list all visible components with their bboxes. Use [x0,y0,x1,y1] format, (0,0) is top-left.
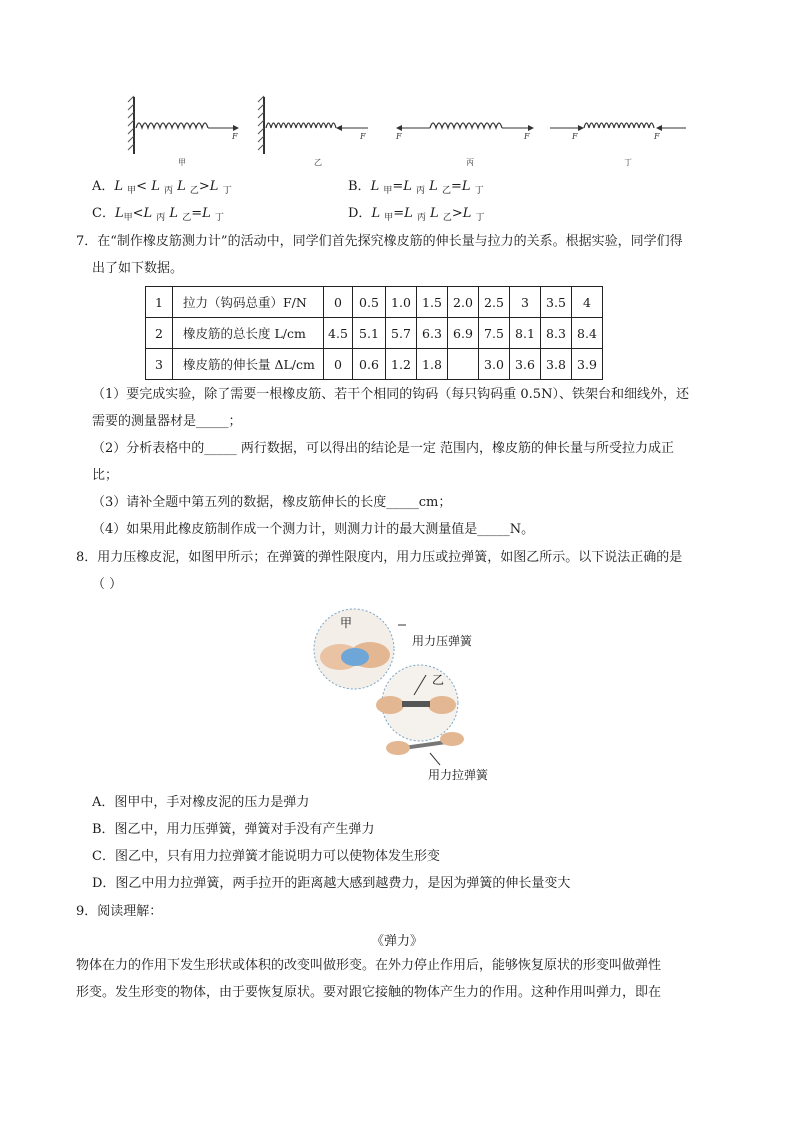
q8-option-b[interactable]: B．图乙中，用力压弹簧，弹簧对手没有产生弹力 [92,822,375,837]
q8-label-jia: 甲 [340,616,353,630]
force-label-ding-left: F [572,132,578,141]
table-cell: 2.0 [448,287,479,318]
table-cell: 1.8 [417,349,448,380]
q6-option-c[interactable]: C．$L_甲<L$ $_丙$ L $_乙$=L $_丁$ [92,206,224,223]
table-cell: 3.5 [541,287,572,318]
q8-stem-line1: 8．用力压橡皮泥，如图甲所示；在弹簧的弹性限度内，用力压或拉弹簧，如图乙所示。以下说法正确的是 [76,550,683,565]
table-cell: 0 [324,287,353,318]
row-index: 2 [146,318,173,349]
table-cell: 8.1 [510,318,541,349]
table-cell: 1.0 [386,287,417,318]
caption-jia: 甲 [178,158,186,167]
row-label: 拉力（钩码总重）F/N [173,287,324,318]
q8-label-press: 用力压弹簧 [412,634,473,648]
q6-option-b[interactable]: B．L $_甲$=L $_丙$ L $_乙$=L $_丁$ [348,179,484,196]
row-index: 3 [146,349,173,380]
q8-figure [310,605,510,785]
table-cell: 5.7 [386,318,417,349]
table-cell: 5.1 [353,318,386,349]
caption-bing: 丙 [466,158,474,167]
spring-bing [396,123,534,131]
spring-figure [120,92,700,172]
spring-jia [128,96,239,154]
table-cell: 0.5 [353,287,386,318]
table-cell: 1.2 [386,349,417,380]
table-cell: 2.5 [479,287,510,318]
force-label-bing-right: F [524,132,530,141]
force-label-bing-left: F [396,132,402,141]
table-cell: 6.3 [417,318,448,349]
table-cell: 8.4 [572,318,603,349]
caption-yi: 乙 [314,158,322,167]
row-label: 橡皮筋的总长度 L/cm [173,318,324,349]
row-label: 橡皮筋的伸长量 ΔL/cm [173,349,324,380]
q8-option-c[interactable]: C．图乙中，只有用力拉弹簧才能说明力可以使物体发生形变 [92,849,440,864]
q6-option-d[interactable]: D．L $_甲$=L $_丙$ L $_乙$>L $_丁$ [348,206,485,223]
table-cell: 0.6 [353,349,386,380]
q7-data-table [145,286,603,380]
table-cell: 0 [324,349,353,380]
table-cell: 3.6 [510,349,541,380]
table-cell: 3.8 [541,349,572,380]
q7-sub2-line2: 比； [92,468,119,483]
blank-cell[interactable] [448,349,479,380]
table-cell: 8.3 [541,318,572,349]
table-cell: 7.5 [479,318,510,349]
q9-stem: 9．阅读理解： [76,904,163,919]
table-cell: 6.9 [448,318,479,349]
force-label-ding-right: F [654,132,660,141]
table-cell: 1.5 [417,287,448,318]
spring-ding [550,123,686,131]
q9-paragraph-line2: 形变。发生形变的物体，由于要恢复原状。要对跟它接触的物体产生力的作用。这种作用叫弹力，即在 [76,985,662,1000]
q7-sub3[interactable]: （3）请补全题中第五列的数据，橡皮筋伸长的长度_____cm； [92,495,452,510]
q7-sub2-line1[interactable]: （2）分析表格中的_____ 两行数据，可以得出的结论是一定 范围内，橡皮筋的伸长量与所受拉力成正 [92,441,675,456]
row-index: 1 [146,287,173,318]
table-row [146,318,603,349]
table-cell: 4.5 [324,318,353,349]
q8-stem-line2[interactable]: （ ） [92,577,123,592]
table-cell: 3.0 [479,349,510,380]
q9-paragraph-line1: 物体在力的作用下发生形状或体积的改变叫做形变。在外力停止作用后，能够恢复原状的形变叫做弹性 [76,958,662,973]
table-cell: 3 [510,287,541,318]
table-cell: 4 [572,287,603,318]
spring-yi [258,96,368,154]
q7-sub1-line2[interactable]: 需要的测量器材是_____； [92,414,242,429]
q7-stem-line2: 出了如下数据。 [92,261,184,276]
q7-sub4[interactable]: （4）如果用此橡皮筋制作成一个测力计，则测力计的最大测量值是_____N。 [92,522,535,537]
force-label-yi: F [360,132,366,141]
q7-stem-line1: 7．在“制作橡皮筋测力计”的活动中，同学们首先探究橡皮筋的伸长量与拉力的关系。根据实验，同学们得 [76,234,683,249]
force-label-jia: F [232,132,238,141]
q9-article-title: 《弹力》 [370,934,423,949]
table-row [146,287,603,318]
q8-label-yi: 乙 [432,673,445,687]
q8-label-pull: 用力拉弹簧 [428,768,489,782]
q8-option-d[interactable]: D．图乙中用力拉弹簧，两手拉开的距离越大感到越费力，是因为弹簧的伸长量变大 [92,876,571,891]
caption-ding: 丁 [624,158,632,167]
q7-sub1-line1: （1）要完成实验，除了需要一根橡皮筋、若干个相同的钩码（每只钩码重 0.5N）、铁架台和细线外，还 [92,387,689,402]
q6-option-a[interactable]: A．L $_甲$< L $_丙$ L $_乙$>L $_丁$ [92,179,232,196]
table-cell: 3.9 [572,349,603,380]
q8-option-a[interactable]: A．图甲中，手对橡皮泥的压力是弹力 [92,795,310,810]
table-row [146,349,603,380]
